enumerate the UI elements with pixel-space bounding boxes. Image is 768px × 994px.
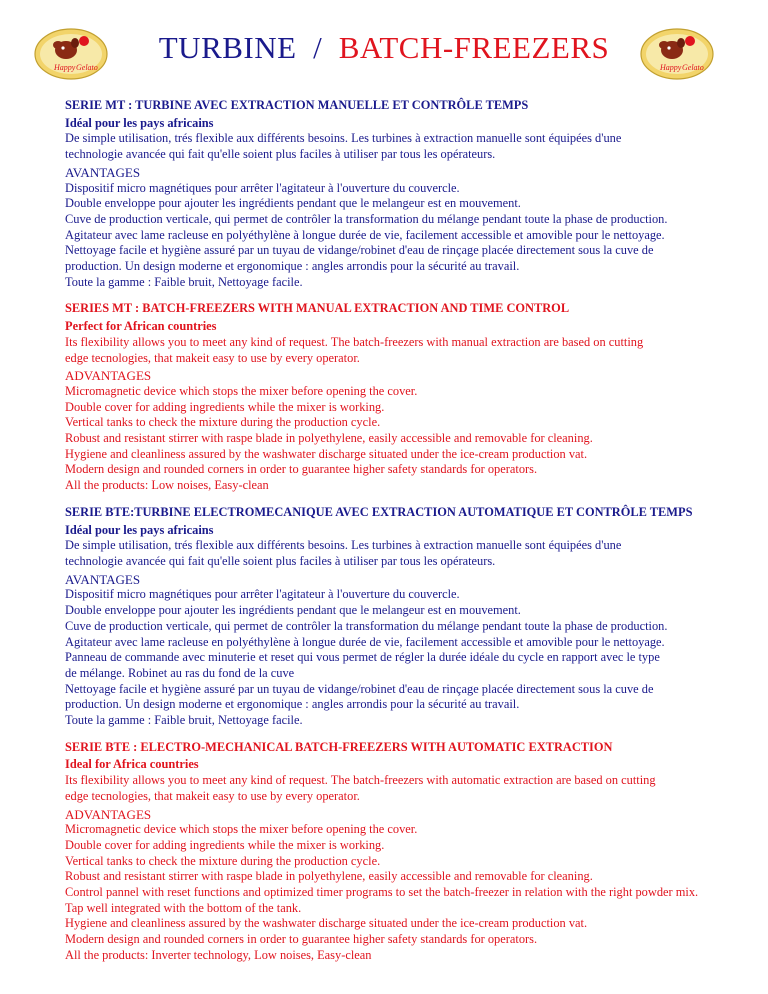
advantage-line: All the products: Low noises, Easy-clean: [65, 478, 269, 493]
advantages-label: ADVANTAGES: [65, 368, 152, 384]
advantage-line: Panneau de commande avec minuterie et reset qui vous permet de régler la durée idéale du cycle en rapport avec le type: [65, 650, 660, 665]
advantages-label: ADVANTAGES: [65, 806, 152, 822]
intro-line: De simple utilisation, trés flexible aux différents besoins. Les turbines à extraction manuelle sont équipées d'une: [65, 538, 622, 553]
section-heading: SERIE BTE:TURBINE ELECTROMECANIQUE AVEC EXTRACTION AUTOMATIQUE ET CONTRÔLE TEMPS: [65, 504, 693, 519]
section-subheading: Idéal pour les pays africains: [65, 115, 214, 130]
advantage-line: Hygiene and cleanliness assured by the washwater discharge situated under the ice-cream production vat.: [65, 916, 588, 931]
page-title: [0, 30, 768, 66]
advantage-line: Dispositif micro magnétiques pour arrêter l'agitateur à l'ouverture du couvercle.: [65, 587, 460, 602]
intro-line: technologie avancée qui fait qu'elle soient plus faciles à utiliser par tous les opérateurs.: [65, 147, 496, 162]
advantage-line: Nettoyage facile et hygiène assuré par un tuyau de vidange/robinet d'eau de rinçage placée directement sous la cuve de: [65, 243, 654, 258]
advantage-line: Dispositif micro magnétiques pour arrêter l'agitateur à l'ouverture du couvercle.: [65, 180, 460, 195]
advantage-line: Hygiene and cleanliness assured by the washwater discharge situated under the ice-cream production vat.: [65, 446, 588, 461]
advantage-line: production. Un design moderne et ergonomique : angles arrondis pour la sécurité au travail.: [65, 697, 520, 712]
advantage-line: Robust and resistant stirrer with raspe blade in polyethylene, easily accessible and removable for cleaning.: [65, 431, 593, 446]
advantage-line: Agitateur avec lame racleuse en polyéthylène à longue durée de vie, facilement accessible et amovible pour le nettoyage.: [65, 227, 665, 242]
intro-line: edge tecnologies, that makeit easy to use by every operator.: [65, 788, 360, 803]
svg-text:Gelato: Gelato: [76, 63, 98, 72]
intro-line: De simple utilisation, trés flexible aux différents besoins. Les turbines à extraction manuelle sont équipées d'une: [65, 131, 622, 146]
svg-text:Happy: Happy: [54, 63, 76, 72]
advantage-line: Double enveloppe pour ajouter les ingrédients pendant que le melangeur est en mouvement.: [65, 603, 521, 618]
advantage-line: Modern design and rounded corners in order to guarantee higher safety standards for operators.: [65, 462, 538, 477]
section-subheading: Idéal pour les pays africains: [65, 522, 214, 537]
advantage-line: Micromagnetic device which stops the mixer before opening the cover.: [65, 822, 418, 837]
advantage-line: Tap well integrated with the bottom of the tank.: [65, 900, 302, 915]
advantage-line: Double enveloppe pour ajouter les ingrédients pendant que le melangeur est en mouvement.: [65, 196, 521, 211]
svg-text:Happy: Happy: [660, 63, 682, 72]
intro-line: Its flexibility allows you to meet any kind of request. The batch-freezers with automatic extraction are based on cutting: [65, 773, 656, 788]
svg-text:Gelato: Gelato: [682, 63, 704, 72]
advantage-line: Toute la gamme : Faible bruit, Nettoyage facile.: [65, 274, 303, 289]
advantage-line: de mélange. Robinet au ras du fond de la cuve: [65, 665, 295, 680]
title-turbine: TURBINE: [158, 30, 297, 65]
section-heading: SERIE BTE : ELECTRO-MECHANICAL BATCH-FREEZERS WITH AUTOMATIC EXTRACTION: [65, 739, 613, 754]
advantages-label: AVANTAGES: [65, 571, 141, 587]
section-2: [65, 301, 745, 493]
advantage-line: Nettoyage facile et hygiène assuré par un tuyau de vidange/robinet d'eau de rinçage placée directement sous la cuve de: [65, 681, 654, 696]
advantage-line: Robust and resistant stirrer with raspe blade in polyethylene, easily accessible and removable for cleaning.: [65, 869, 593, 884]
section-3: [65, 505, 745, 729]
document-body: [65, 98, 745, 975]
intro-line: technologie avancée qui fait qu'elle soient plus faciles à utiliser par tous les opérateurs.: [65, 553, 496, 568]
advantage-line: Agitateur avec lame racleuse en polyéthylène à longue durée de vie, facilement accessible et amovible pour le nettoyage.: [65, 634, 665, 649]
advantage-line: Double cover for adding ingredients while the mixer is working.: [65, 837, 385, 852]
advantage-line: production. Un design moderne et ergonomique : angles arrondis pour la sécurité au travail.: [65, 259, 520, 274]
intro-line: edge tecnologies, that makeit easy to use by every operator.: [65, 350, 360, 365]
advantages-label: AVANTAGES: [65, 164, 141, 180]
advantage-line: Modern design and rounded corners in order to guarantee higher safety standards for operators.: [65, 932, 538, 947]
advantage-line: Micromagnetic device which stops the mixer before opening the cover.: [65, 383, 418, 398]
advantage-line: Control pannel with reset functions and optimized timer programs to set the batch-freezer in relation with the right powder mix.: [65, 885, 699, 900]
section-subheading: Ideal for Africa countries: [65, 757, 199, 772]
advantage-line: All the products: Inverter technology, Low noises, Easy-clean: [65, 947, 372, 962]
section-1: [65, 98, 745, 290]
advantage-line: Cuve de production verticale, qui permet de contrôler la transformation du mélange pendant toute la phase de production.: [65, 211, 668, 226]
advantage-line: Vertical tanks to check the mixture during the production cycle.: [65, 853, 381, 868]
advantage-line: Vertical tanks to check the mixture during the production cycle.: [65, 415, 381, 430]
section-4: [65, 740, 745, 964]
section-subheading: Perfect for African countries: [65, 319, 217, 334]
intro-line: Its flexibility allows you to meet any kind of request. The batch-freezers with manual extraction are based on cutting: [65, 334, 644, 349]
section-heading: SERIE MT : TURBINE AVEC EXTRACTION MANUELLE ET CONTRÔLE TEMPS: [65, 98, 529, 112]
advantage-line: Cuve de production verticale, qui permet de contrôler la transformation du mélange pendant toute la phase de production.: [65, 618, 668, 633]
section-heading: SERIES MT : BATCH-FREEZERS WITH MANUAL EXTRACTION AND TIME CONTROL: [65, 301, 570, 316]
advantage-line: Double cover for adding ingredients while the mixer is working.: [65, 399, 385, 414]
title-batch-freezers: BATCH-FREEZERS: [338, 30, 610, 65]
title-separator: /: [313, 30, 323, 65]
advantage-line: Toute la gamme : Faible bruit, Nettoyage facile.: [65, 713, 303, 728]
